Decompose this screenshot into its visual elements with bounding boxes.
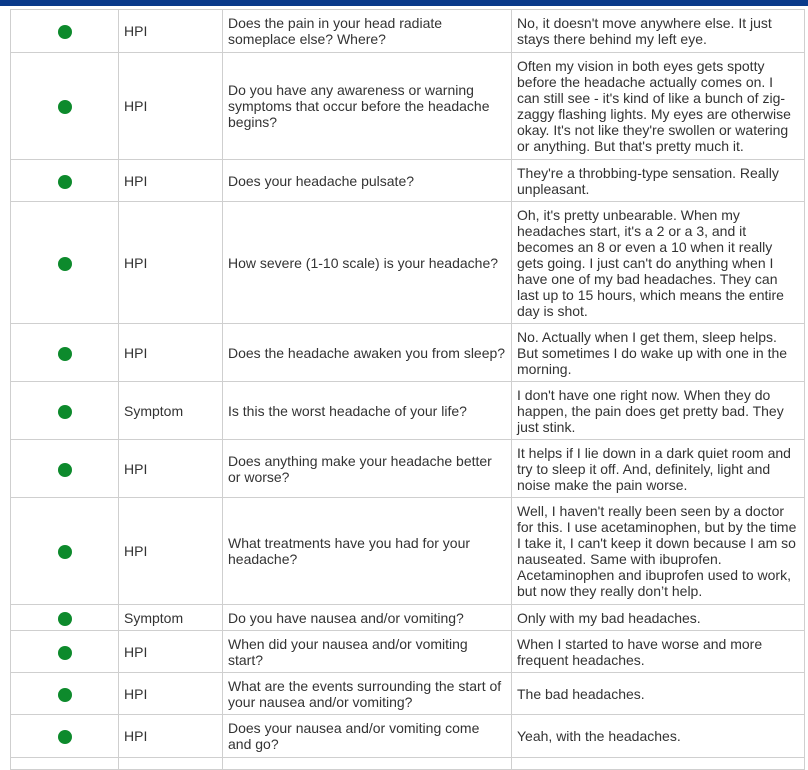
status-complete-icon (58, 646, 72, 660)
answer-cell: It helps if I lie down in a dark quiet room and try to sleep it off. And, definitely, light and noise make the pain worse. (512, 440, 805, 498)
question-cell: Does your nausea and/or vomiting come and go? (223, 715, 512, 758)
status-cell (11, 605, 119, 631)
answer-cell: When I started to have worse and more frequent headaches. (512, 631, 805, 673)
question-cell: What treatments have you had for your headache? (223, 498, 512, 605)
question-cell: Is this the worst headache of your life? (223, 382, 512, 440)
status-cell (11, 673, 119, 715)
status-complete-icon (58, 612, 72, 626)
status-complete-icon (58, 545, 72, 559)
answer-cell: Only with my bad headaches. (512, 605, 805, 631)
category-cell: HPI (119, 53, 223, 160)
status-cell (11, 631, 119, 673)
answer-cell: The bad headaches. (512, 673, 805, 715)
status-complete-icon (58, 688, 72, 702)
interview-table-container (10, 9, 800, 770)
status-cell (11, 10, 119, 53)
status-cell (11, 324, 119, 382)
status-cell (11, 498, 119, 605)
question-cell: Does anything make your headache better or worse? (223, 440, 512, 498)
question-cell: Do you have any awareness or warning symptoms that occur before the headache begins? (223, 53, 512, 160)
status-complete-icon (58, 405, 72, 419)
status-complete-icon (58, 463, 72, 477)
category-cell: Symptom (119, 605, 223, 631)
category-cell: HPI (119, 160, 223, 202)
category-cell: HPI (119, 715, 223, 758)
interview-questions-table (10, 9, 805, 770)
category-cell: HPI (119, 498, 223, 605)
question-cell: Do you have nausea and/or vomiting? (223, 605, 512, 631)
question-cell: Does the pain in your head radiate someplace else? Where? (223, 10, 512, 53)
question-cell: Does the headache awaken you from sleep? (223, 324, 512, 382)
category-cell: HPI (119, 324, 223, 382)
answer-cell: They're a throbbing-type sensation. Really unpleasant. (512, 160, 805, 202)
status-cell (11, 202, 119, 324)
category-cell: HPI (119, 440, 223, 498)
question-cell: Does your headache pulsate? (223, 160, 512, 202)
answer-cell: I don't have one right now. When they do happen, the pain does get pretty bad. They just stink. (512, 382, 805, 440)
status-cell (11, 715, 119, 758)
status-complete-icon (58, 257, 72, 271)
status-complete-icon (58, 100, 72, 114)
answer-cell: No, it doesn't move anywhere else. It just stays there behind my left eye. (512, 10, 805, 53)
status-complete-icon (58, 25, 72, 39)
question-cell: When did your nausea and/or vomiting start? (223, 631, 512, 673)
answer-cell: Yeah, with the headaches. (512, 715, 805, 758)
table-body (11, 10, 805, 770)
answer-cell: Well, I haven't really been seen by a doctor for this. I use acetaminophen, but by the time I take it, I can't keep it down because I am so nauseated. Same with ibuprofen. Acetaminophen and ibuprofen used to work, but now they really don’t help. (512, 498, 805, 605)
answer-cell: Oh, it's pretty unbearable. When my headaches start, it's a 2 or a 3, and it becomes an 8 or even a 10 when it really gets going. I just can't do anything when I have one of my bad headaches. They can last up to 15 hours, which means the entire day is shot. (512, 202, 805, 324)
status-complete-icon (58, 730, 72, 744)
category-cell: HPI (119, 631, 223, 673)
category-cell: Symptom (119, 382, 223, 440)
status-cell (11, 440, 119, 498)
category-cell: HPI (119, 10, 223, 53)
category-cell: HPI (119, 673, 223, 715)
category-cell: HPI (119, 202, 223, 324)
answer-cell: Often my vision in both eyes gets spotty before the headache actually comes on. I can still see - it's kind of like a bunch of zig-zaggy flashing lights. My eyes are otherwise okay. It's not like they're swollen or watering or anything. But that's pretty much it. (512, 53, 805, 160)
question-cell: How severe (1-10 scale) is your headache? (223, 202, 512, 324)
question-cell: What are the events surrounding the start of your nausea and/or vomiting? (223, 673, 512, 715)
status-cell (11, 160, 119, 202)
status-complete-icon (58, 175, 72, 189)
status-complete-icon (58, 347, 72, 361)
status-cell (11, 53, 119, 160)
top-accent-bar (0, 0, 808, 6)
answer-cell: No. Actually when I get them, sleep helps. But sometimes I do wake up with one in the morning. (512, 324, 805, 382)
status-cell (11, 382, 119, 440)
